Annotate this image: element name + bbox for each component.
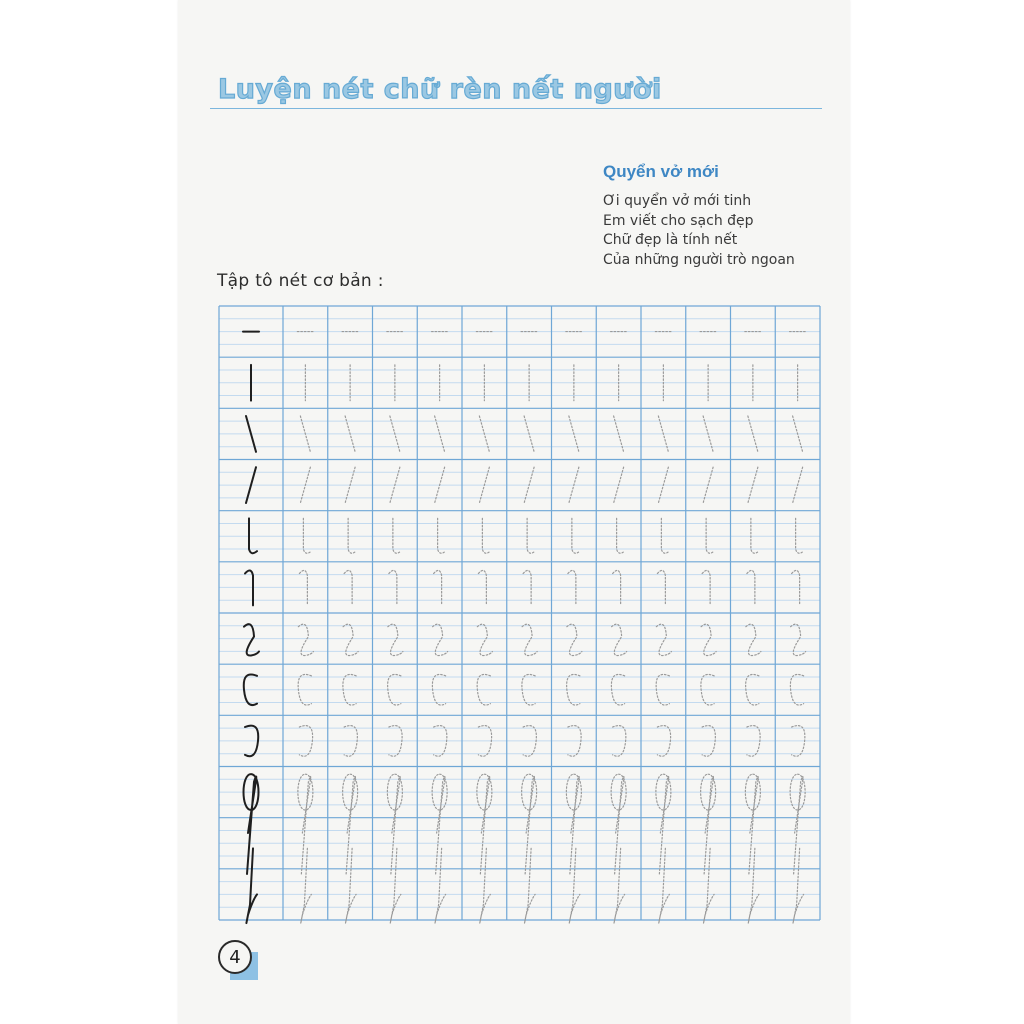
page-number-badge: [218, 940, 254, 976]
poem-line: Em viết cho sạch đẹp: [603, 212, 754, 229]
trace-upper-loop-stroke: [570, 777, 579, 874]
trace-double-hook-stroke: [701, 624, 716, 655]
poem-line: Ơi quyển vở mới tinh: [603, 193, 752, 209]
poem-line: Của những người trò ngoan: [603, 251, 795, 268]
page-title: Luyện nét chữ rèn nết người: [218, 74, 662, 105]
trace-double-hook-stroke: [522, 624, 537, 655]
poem-title: Quyển vở mới: [603, 162, 719, 181]
trace-upper-loop-stroke: [704, 777, 713, 874]
trace-upper-loop-stroke: [659, 777, 668, 874]
trace-double-hook-stroke: [656, 624, 671, 655]
trace-double-hook-stroke: [477, 624, 492, 655]
trace-double-hook-stroke: [567, 624, 582, 655]
trace-double-hook-stroke: [343, 624, 358, 655]
trace-upper-loop-stroke: [525, 777, 534, 874]
trace-double-hook-stroke: [612, 624, 627, 655]
trace-upper-loop-stroke: [436, 777, 445, 874]
model-double-hook-stroke: [244, 624, 259, 655]
trace-upper-loop-stroke: [301, 777, 310, 874]
trace-upper-loop-stroke: [391, 777, 400, 874]
poem-line: Chữ đẹp là tính nết: [603, 232, 738, 248]
trace-upper-loop-stroke: [480, 777, 489, 874]
trace-double-hook-stroke: [388, 624, 403, 655]
trace-double-hook-stroke: [433, 624, 448, 655]
practice-instruction: Tập tô nét cơ bản :: [217, 271, 384, 291]
page-number: 4: [218, 940, 252, 974]
trace-upper-loop-stroke: [615, 777, 624, 874]
trace-double-hook-stroke: [298, 624, 313, 655]
trace-upper-loop-stroke: [346, 777, 355, 874]
trace-upper-loop-stroke: [749, 777, 758, 874]
trace-double-hook-stroke: [791, 624, 806, 655]
trace-double-hook-stroke: [746, 624, 761, 655]
trace-upper-loop-stroke: [794, 777, 803, 874]
